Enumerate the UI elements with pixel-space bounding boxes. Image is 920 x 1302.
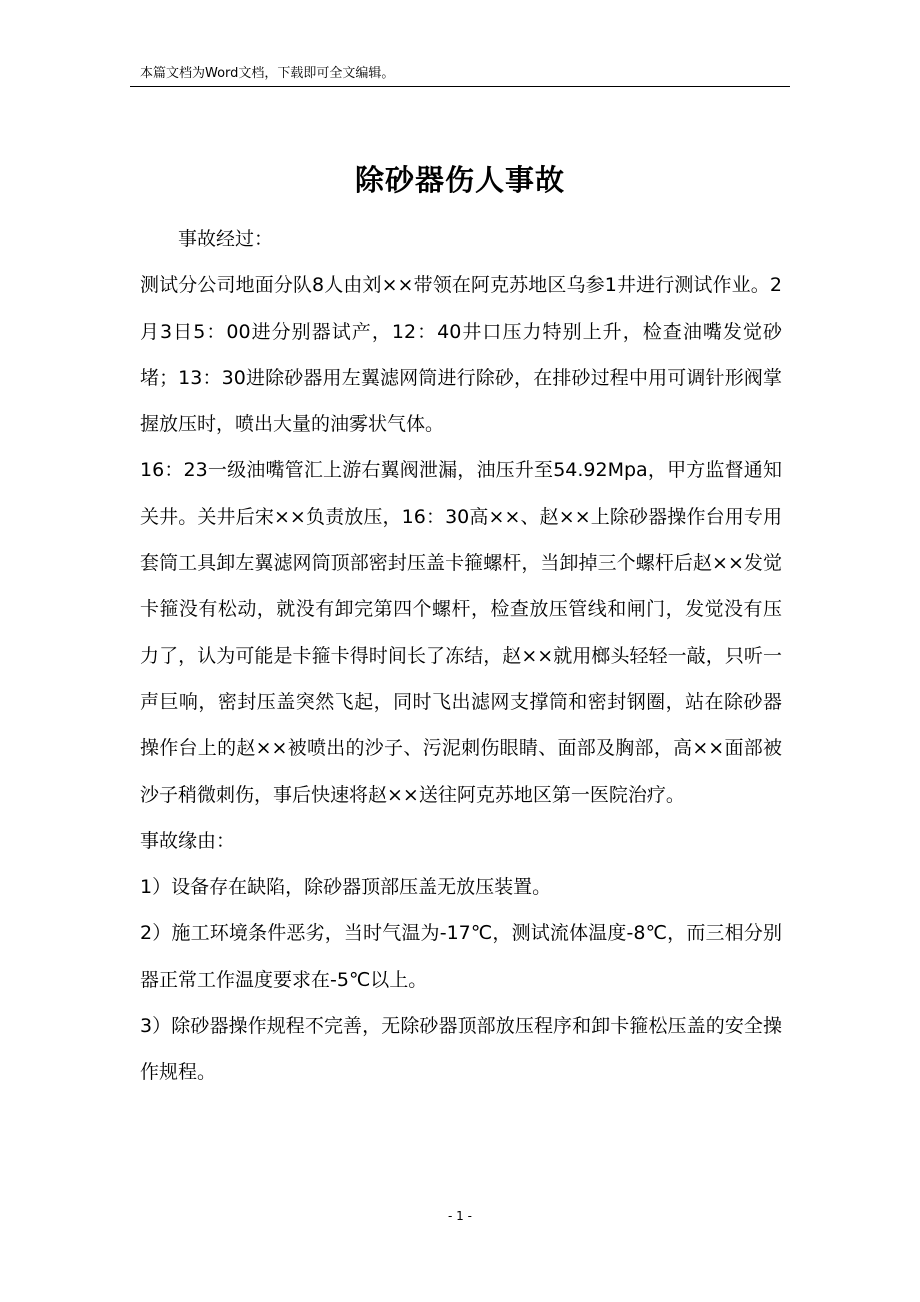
page-number: - 1 - — [448, 1209, 472, 1223]
cause-item-1: 1）设备存在缺陷，除砂器顶部压盖无放压装置。 — [140, 876, 552, 899]
document-title: 除砂器伤人事故 — [354, 163, 565, 198]
paragraph-process-1: 测试分公司地面分队8人由刘××带领在阿克苏地区乌参1井进行测试作业。2月3日5：00进分别器试产，12：40井口压力特别上升，检查油嘴发觉砂堵；13：30进除砂器用左翼滤网筒进行除砂，在排砂过程中用可调针形阀掌握放压时，喷出大量的油雾状气体。 — [140, 274, 782, 436]
section-heading-causes: 事故缘由： — [140, 829, 236, 852]
section-heading-process: 事故经过： — [178, 228, 274, 250]
paragraph-process-2: 16：23一级油嘴管汇上游右翼阀泄漏，油压升至54.92Mpa，甲方监督通知关井。关井后宋××负责放压，16：30高××、赵××上除砂器操作台用专用套筒工具卸左翼滤网筒顶部密封压盖卡箍螺杆，当卸掉三个螺杆后赵××发觉卡箍没有松动，就没有卸完第四个螺杆，检查放压管线和闸门，发觉没有压力了，认为可能是卡箍卡得时间长了冻结，赵××就用榔头轻轻一敲，只听一声巨响，密封压盖突然飞起，同时飞出滤网支撑筒和密封钢圈，站在除砂器操作台上的赵××被喷出的沙子、污泥刺伤眼睛、面部及胸部，高××面部被沙子稍微刺伤，事后快速将赵××送往阿克苏地区第一医院治疗。 — [140, 459, 782, 806]
header-divider — [130, 86, 790, 87]
cause-item-3: 3）除砂器操作规程不完善，无除砂器顶部放压程序和卸卡箍松压盖的安全操作规程。 — [140, 1015, 782, 1084]
cause-item-2: 2）施工环境条件恶劣，当时气温为-17℃，测试流体温度-8℃，而三相分别器正常工作温度要求在-5℃以上。 — [140, 922, 782, 991]
header-note: 本篇文档为Word文档，下载即可全文编辑。 — [140, 66, 395, 81]
document-body — [140, 216, 782, 1096]
